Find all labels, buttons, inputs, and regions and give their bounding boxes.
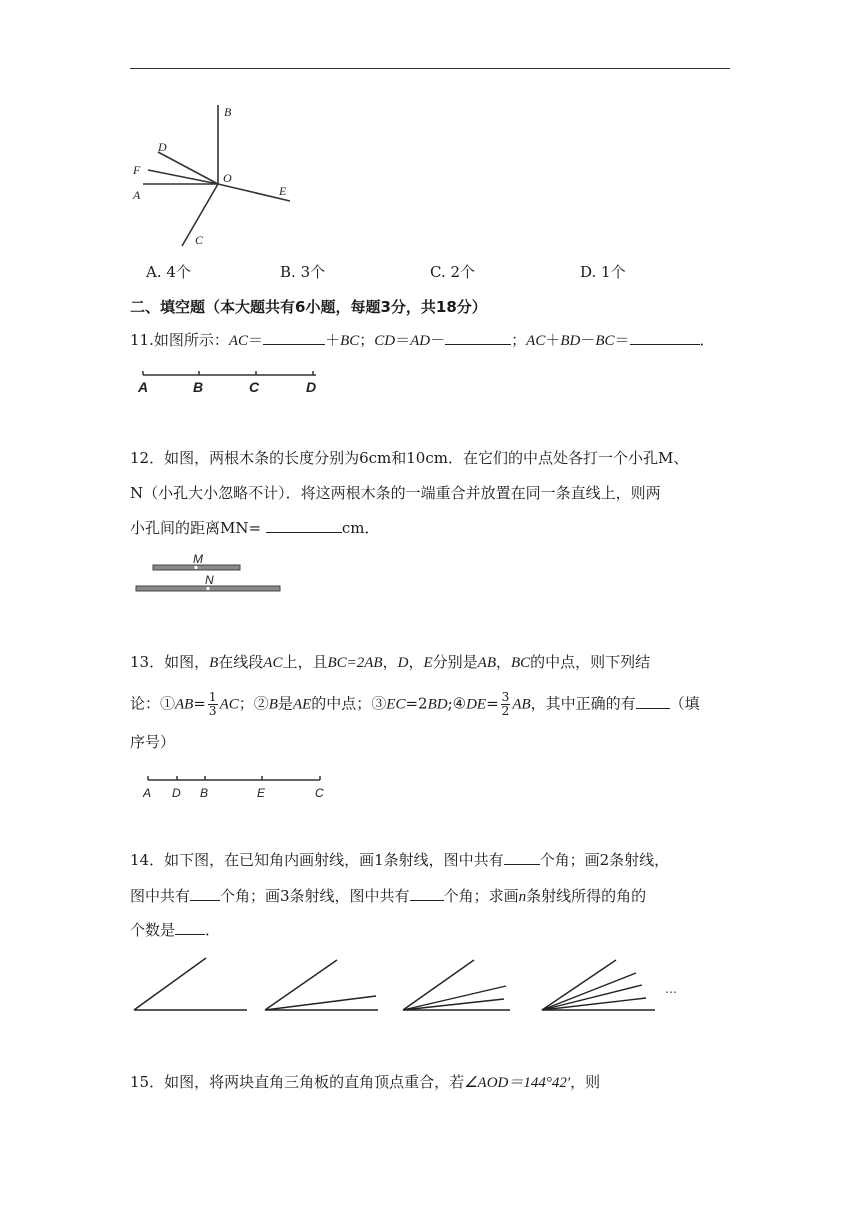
seg-label-a: A — [138, 379, 149, 395]
seg-label-d: D — [306, 379, 317, 395]
angle-4-rays — [542, 960, 655, 1010]
blank-11c[interactable] — [630, 330, 700, 345]
option-b: B. 3个 — [280, 263, 326, 281]
blank-13[interactable] — [636, 694, 670, 709]
ray-od — [158, 152, 218, 184]
blank-14c[interactable] — [410, 886, 444, 901]
blank-12[interactable] — [266, 518, 342, 533]
seg-label-d: D — [172, 786, 181, 800]
ellipsis: … — [665, 982, 677, 996]
label-m: M — [193, 552, 203, 566]
q12-line1: 12．如图，两根木条的长度分别为6cm和10cm．在它们的中点处各打一个小孔M、 — [130, 449, 689, 467]
q13-figure — [138, 772, 338, 802]
q13-line1: 13．如图，B在线段AC上，且BC=2AB，D，E分别是AB，BC的中点，则下列结 — [130, 653, 651, 671]
blank-11b[interactable] — [445, 330, 511, 345]
option-d: D. 1个 — [580, 263, 626, 281]
q10-figure — [128, 100, 308, 250]
header-rule — [130, 68, 730, 69]
q14-line3: 个数是 ． — [130, 921, 221, 939]
angle-2-rays — [265, 960, 378, 1010]
label-f: F — [133, 163, 141, 177]
blank-14b[interactable] — [190, 886, 220, 901]
label-b: B — [224, 105, 232, 119]
label-c: C — [195, 233, 204, 247]
blank-11a[interactable] — [263, 330, 325, 345]
q12-line2: N（小孔大小忽略不计）．将这两根木条的一端重合并放置在同一条直线上，则两 — [130, 484, 661, 502]
label-a: A — [133, 188, 141, 202]
section-title: 二、填空题（本大题共有6小题，每题3分，共18分） — [130, 298, 487, 316]
label-d: D — [158, 140, 167, 154]
ray-of — [148, 170, 218, 184]
q12-line3: 小孔间的距离MN= cm． — [130, 519, 380, 537]
label-n: N — [205, 573, 214, 587]
angle-3-rays — [403, 960, 510, 1010]
q11-text: 11.如图所示：AC＝ ＋BC；CD＝AD－ ；AC＋BD－BC＝ ． — [130, 331, 715, 349]
q14-figure — [130, 955, 690, 1017]
seg-label-c: C — [315, 786, 324, 800]
q11-figure — [136, 365, 336, 397]
fraction-three-halves: $\frac{3}{2}$ — [501, 690, 510, 718]
blank-14d[interactable] — [175, 920, 205, 935]
option-c: C. 2个 — [430, 263, 476, 281]
seg-label-b: B — [193, 379, 204, 395]
q15-line: 15．如图，将两块直角三角板的直角顶点重合，若∠AOD＝144°42′，则 — [130, 1073, 601, 1091]
option-a: A. 4个 — [146, 263, 191, 281]
seg-label-b: B — [200, 786, 209, 800]
seg-label-e: E — [257, 786, 266, 800]
angle-1-ray — [134, 958, 247, 1010]
q12-figure — [130, 552, 290, 596]
q13-line3: 序号） — [130, 733, 176, 751]
q14-line1: 14．如下图，在已知角内画射线，画1条射线，图中共有 个角；画2条射线， — [130, 851, 670, 869]
blank-14a[interactable] — [504, 850, 540, 865]
seg-label-a: A — [143, 786, 152, 800]
seg-label-c: C — [249, 379, 260, 395]
q13-line2: 论：①AB= $\frac{1}{3}$ AC；②B是AE的中点；③EC=2BD;④DE= $\frac{3}{2}$ AB，其中正确的有 （填 — [130, 690, 700, 718]
q14-line2: 图中共有 个角；画3条射线，图中共有 个角；求画n条射线所得的角的 — [130, 887, 647, 905]
label-e: E — [279, 184, 287, 198]
label-o: O — [223, 171, 232, 185]
fraction-one-third: $\frac{1}{3}$ — [208, 690, 217, 718]
